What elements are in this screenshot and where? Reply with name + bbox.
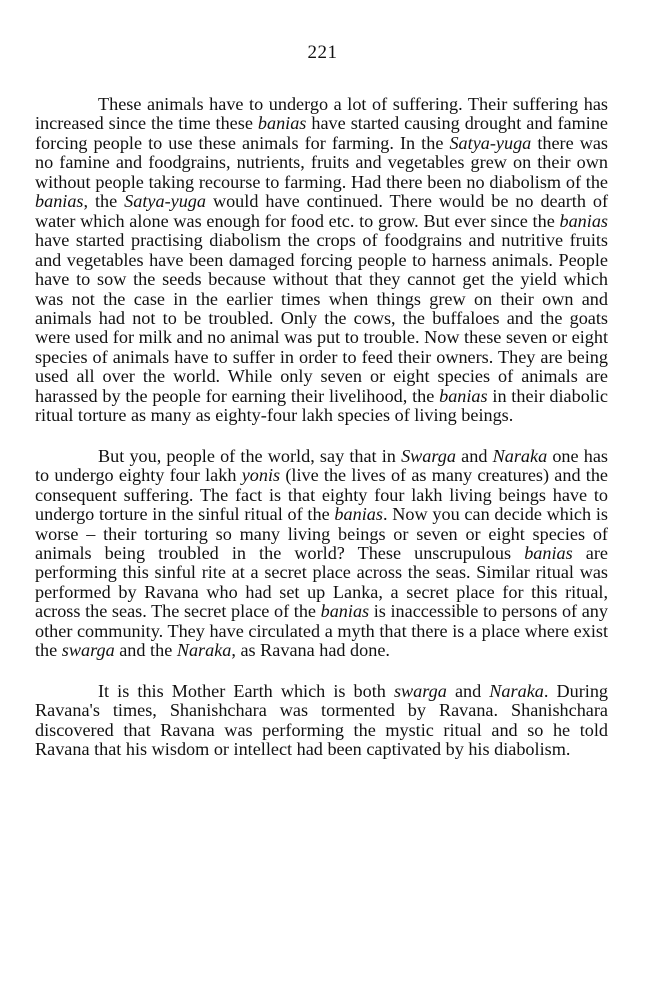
italic-term: Satya-yuga [124, 191, 206, 212]
italic-term: Naraka [176, 640, 232, 661]
text-run: It is this Mother Earth which is both [98, 680, 394, 701]
italic-term: banias [334, 504, 383, 525]
italic-term: Naraka [489, 680, 544, 701]
italic-term: Satya-yuga [449, 132, 532, 153]
body-text [35, 95, 608, 781]
paragraph-1 [35, 95, 608, 426]
italic-term: banias [524, 542, 573, 563]
italic-term: banias [35, 191, 84, 212]
text-run: are performing this sinful rite at a secret place across the seas. Similar ritual was performed by Ravana who had set up Lanka, a secret place for this ritual, across the seas. The secret place of the [35, 542, 608, 622]
paragraph-3 [35, 682, 608, 760]
italic-term: Swarga [401, 445, 456, 466]
italic-term: Naraka [492, 445, 548, 466]
text-run: . During Ravana's times, Shanishchara was tormented by Ravana. Shanishchara discovered that Ravana was performing the mystic ritual and so he told Ravana that his wisdom or intellect had been captivated by his diabolism. [35, 680, 609, 760]
text-run: and [456, 445, 493, 466]
text-run: These animals have to undergo a lot of suffering. Their suffering has increased since the time these [35, 94, 608, 134]
paragraph-2 [35, 447, 608, 661]
text-run: , as Ravana had done. [231, 640, 390, 661]
text-run: have started causing drought and famine forcing people to use these animals for farming. In the [35, 113, 608, 153]
text-run: there was no famine and foodgrains, nutrients, fruits and vegetables grew on their own without people taking recourse to farming. Had there been no diabolism of the [35, 132, 608, 192]
italic-term: swarga [393, 680, 447, 701]
italic-term: banias [257, 113, 307, 134]
text-run: But you, people of the world, say that in [98, 445, 402, 466]
italic-term: banias [320, 601, 370, 622]
text-run: and [446, 680, 490, 701]
italic-term: yonis [241, 465, 281, 486]
text-run: is inaccessible to persons of any other community. They have circulated a myth that there is a place where exist the [35, 601, 608, 661]
text-run: and the [114, 640, 177, 661]
text-run: in their diabolic ritual torture as many as eighty-four lakh species of living beings. [35, 385, 608, 426]
text-run: would have continued. There would be no dearth of water which alone was enough for food etc. to grow. But ever since the [35, 191, 608, 231]
page-number: 221 [307, 42, 338, 63]
text-run: one has to undergo eighty four lakh [35, 445, 608, 486]
text-run: . Now you can decide which is worse – their torturing so many living beings or seven or eight species of animals being troubled in the world? These unscrupulous [35, 504, 608, 563]
text-run: have started practising diabolism the crops of foodgrains and nutritive fruits and vegetables have been damaged forcing people to harness animals. People have to sow the seeds because without that they cannot get the yield which was not the case in the earlier times when things grew on their own and animals had not to be troubled. Only the cows, the buffaloes and the goats were used for milk and no animal was put to trouble. Now these seven or eight species of animals have to suffer in order to feed their owners. They are being used all over the world. While only seven or eight species of animals are harassed by the people for earning their livelihood, the [35, 230, 608, 406]
italic-term: swarga [61, 640, 115, 661]
text-run: , the [83, 191, 125, 212]
italic-term: banias [439, 385, 488, 406]
text-run: (live the lives of as many creatures) and the consequent suffering. The fact is that eighty four lakh living beings have to undergo torture in the sinful ritual of the [35, 465, 608, 525]
italic-term: banias [559, 210, 608, 231]
